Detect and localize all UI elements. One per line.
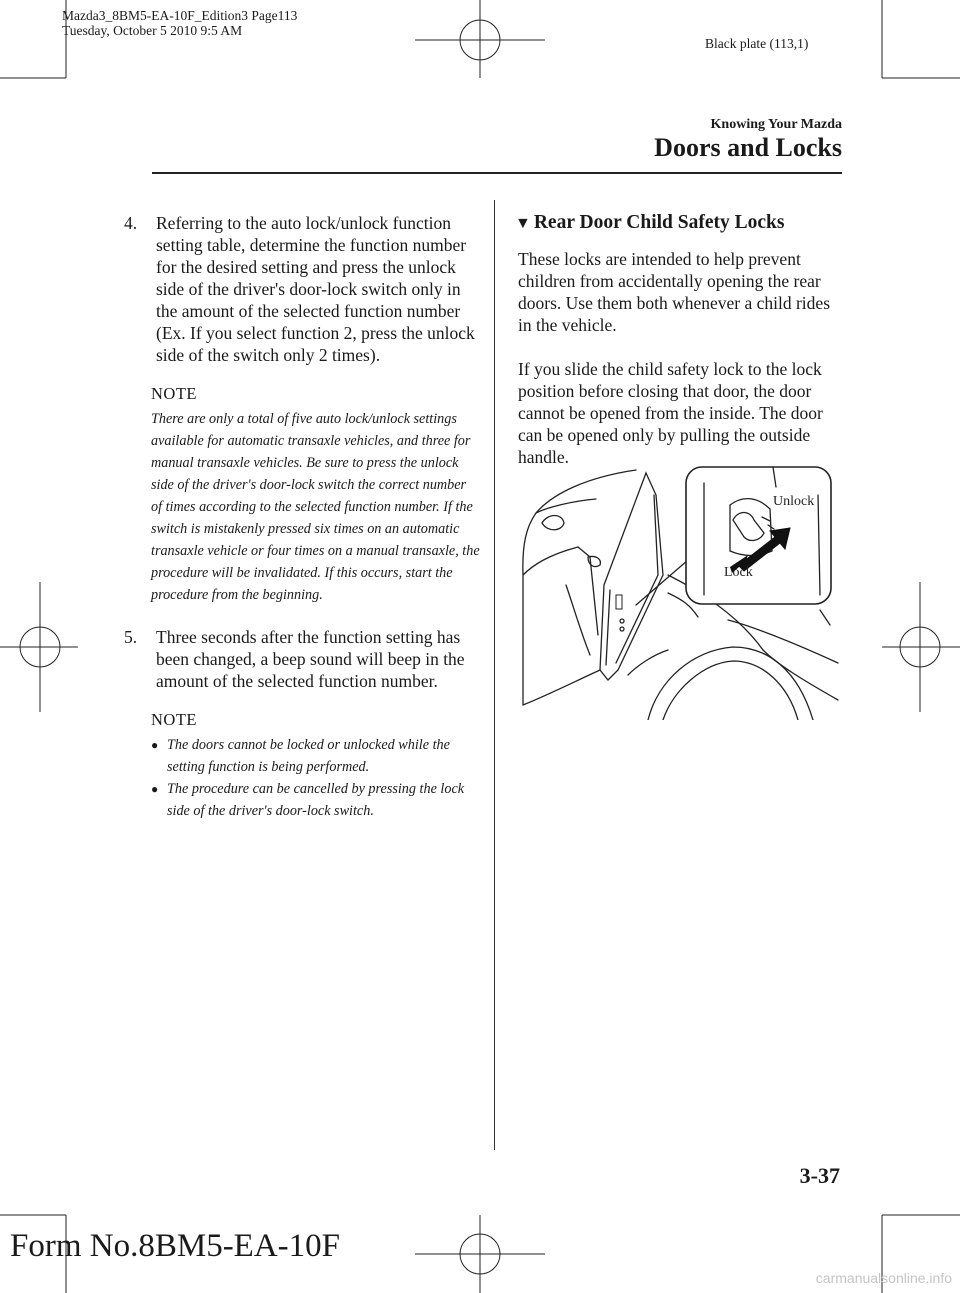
page-number: 3-37: [799, 1163, 840, 1188]
print-meta-line1: Mazda3_8BM5-EA-10F_Edition3 Page113: [62, 8, 298, 23]
paragraph: These locks are intended to help prevent children from accidentally opening the rear doors. Use them both whenever a child rides in the vehicle.: [518, 249, 831, 335]
step-number: 4.: [124, 213, 138, 233]
lock-label: Lock: [724, 565, 753, 580]
note-bullet-list: [151, 734, 480, 822]
section-heading: [515, 212, 838, 234]
inset-frame: [686, 467, 831, 604]
bullet-text: The doors cannot be locked or unlocked while the setting function is being performed.: [167, 737, 450, 775]
child-lock-illustration: [518, 465, 840, 720]
step-text: Referring to the auto lock/unlock function setting table, determine the function number for the desired setting and press the unlock side of the driver's door-lock switch only in the amount of the selected function number (Ex. If you select function 2, press the unlock side of the switch only 2 times).: [156, 213, 475, 365]
registration-mark-top: [415, 0, 545, 78]
step-4: [124, 212, 480, 366]
note-label: NOTE: [151, 710, 197, 729]
note-label: NOTE: [151, 384, 197, 403]
page-title: Doors and Locks: [654, 133, 842, 162]
section-label: Knowing Your Mazda: [710, 117, 842, 132]
column-divider: [494, 200, 495, 1150]
step-5: [124, 626, 480, 692]
triangle-down-icon: ▼: [515, 215, 531, 232]
step-text: Three seconds after the function setting has been changed, a beep sound will beep in the amount of the selected function number.: [156, 627, 465, 691]
print-metadata: [62, 8, 297, 38]
bullet-text: The procedure can be cancelled by pressing the lock side of the driver's door-lock switch.: [167, 781, 465, 819]
form-number: Form No.8BM5-EA-10F: [10, 1228, 341, 1264]
registration-mark-right: [882, 582, 960, 712]
plate-label: Black plate (113,1): [705, 36, 809, 51]
note-text: There are only a total of five auto lock/unlock settings available for automatic transaxle vehicles, and three for manual transaxle vehicles. Be sure to press the unlock side of the driver's door-lock switch the correct number of times according to the selected function number. If the switch is mistakenly pressed six times on an automatic transaxle vehicle or four times on a manual transaxle, the procedure will be invalidated. If this occurs, start the procedure from the beginning.: [151, 411, 480, 603]
section-heading-text: Rear Door Child Safety Locks: [533, 212, 785, 233]
registration-mark-bottom: [415, 1215, 545, 1293]
paragraph: If you slide the child safety lock to the lock position before closing that door, the door cannot be opened from the inside. The door can be opened only by pulling the outside handle.: [518, 359, 823, 467]
watermark: carmanualsonline.info: [815, 1270, 952, 1286]
car-door-drawing: [518, 465, 840, 720]
registration-mark-left: [0, 582, 78, 712]
print-meta-line2: Tuesday, October 5 2010 9:5 AM: [62, 23, 243, 38]
bullet-icon: ●: [151, 782, 159, 796]
bullet-icon: ●: [151, 738, 159, 752]
right-column: [515, 212, 838, 490]
list-item: [151, 734, 480, 778]
header-rule: [152, 172, 842, 174]
left-column: [124, 212, 480, 822]
step-number: 5.: [124, 627, 138, 647]
list-item: [151, 778, 480, 822]
unlock-label: Unlock: [773, 494, 815, 509]
